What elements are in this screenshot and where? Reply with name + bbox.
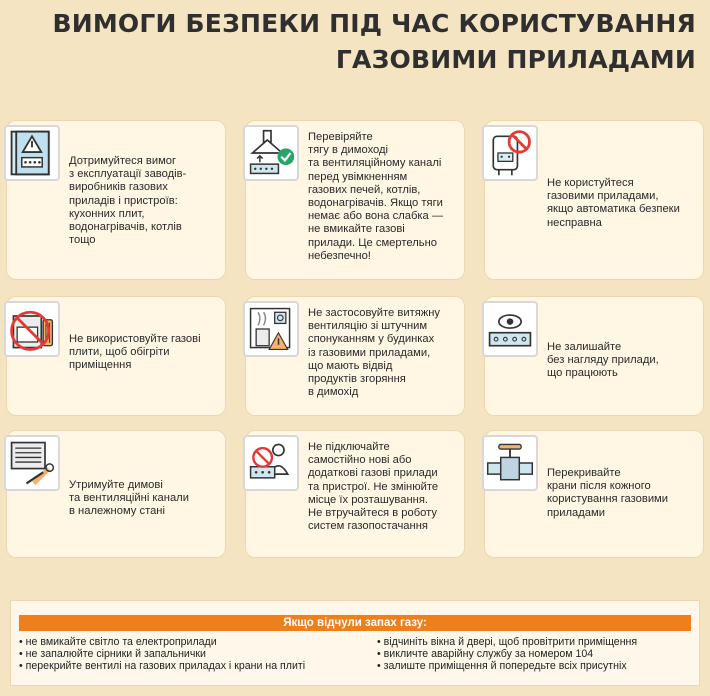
- notice-item: • не запалюйте сірники й запальнички: [19, 649, 305, 661]
- title-line-1: ВИМОГИ БЕЗПЕКИ ПІД ЧАС КОРИСТУВАННЯ: [52, 9, 696, 38]
- watch-stove-icon: [482, 301, 538, 357]
- rule-text: Дотримуйтеся вимог з експлуатації заводів- виробників газових приладів і пристроїв: кухонних плит, водонагрівачів, котлів тощо: [69, 155, 187, 247]
- no-stove-heating-icon: [4, 301, 60, 357]
- notice-title: Якщо відчули запах газу:: [19, 615, 691, 631]
- notice-item: • залиште приміщення й попередьте всіх присутніх: [377, 661, 637, 673]
- notice-list-right: [377, 637, 637, 672]
- rule-card: [484, 296, 704, 416]
- gas-valve-icon: [482, 435, 538, 491]
- gas-smell-notice: [10, 600, 700, 686]
- page-title: [52, 6, 696, 78]
- rule-text: Не користуйтеся газовими приладами, якщо автоматика безпеки несправна: [547, 177, 680, 229]
- notice-item: • не вмикайте світло та електроприлади: [19, 637, 305, 649]
- no-forced-ventilation-icon: [243, 301, 299, 357]
- rule-text: Не застосовуйте витяжну вентиляцію зі штучним спонуканням у будинках із газовими приладами, що мають відвід продуктів згоряння в димохід: [308, 307, 441, 399]
- rule-text: Не підключайте самостійно нові або додаткові газові прилади та пристрої. Не змінюйте місце їх розташування. Не втручайтеся в роботу систем газопостачання: [308, 441, 439, 533]
- notice-item: • відчиніть вікна й двері, щоб провітрити приміщення: [377, 637, 637, 649]
- title-line-2: ГАЗОВИМИ ПРИЛАДАМИ: [335, 45, 696, 74]
- rule-card: [245, 430, 465, 558]
- chimney-draft-check-icon: [243, 125, 299, 181]
- ventilation-maintenance-icon: [4, 435, 60, 491]
- rule-card: [6, 430, 226, 558]
- notice-item: • викличте аварійну службу за номером 104: [377, 649, 637, 661]
- rule-text: Не залишайте без нагляду прилади, що працюють: [547, 341, 659, 380]
- rule-card: [245, 120, 465, 280]
- rule-card: [6, 296, 226, 416]
- notice-list-left: [19, 637, 305, 672]
- rule-card: [245, 296, 465, 416]
- rule-text: Утримуйте димові та вентиляційні канали в належному стані: [69, 479, 189, 518]
- rule-card: [484, 430, 704, 558]
- rule-card: [6, 120, 226, 280]
- notice-item: • перекрийте вентилі на газових приладах і крани на плиті: [19, 661, 305, 673]
- rule-text: Перекривайте крани після кожного користування газовими приладами: [547, 467, 669, 519]
- rule-card: [484, 120, 704, 280]
- no-self-install-icon: [243, 435, 299, 491]
- appliance-manual-icon: [4, 125, 60, 181]
- rule-text: Перевіряйте тягу в димоході та вентиляційному каналі перед увімкненням газових печей, котлів, водонагрівачів. Якщо тяги немає або вона слабка — не вмикайте газові прилади. Це смертельно небезпечно!: [308, 131, 444, 262]
- faulty-boiler-icon: [482, 125, 538, 181]
- rule-text: Не використовуйте газові плити, щоб обігріти приміщення: [69, 333, 201, 372]
